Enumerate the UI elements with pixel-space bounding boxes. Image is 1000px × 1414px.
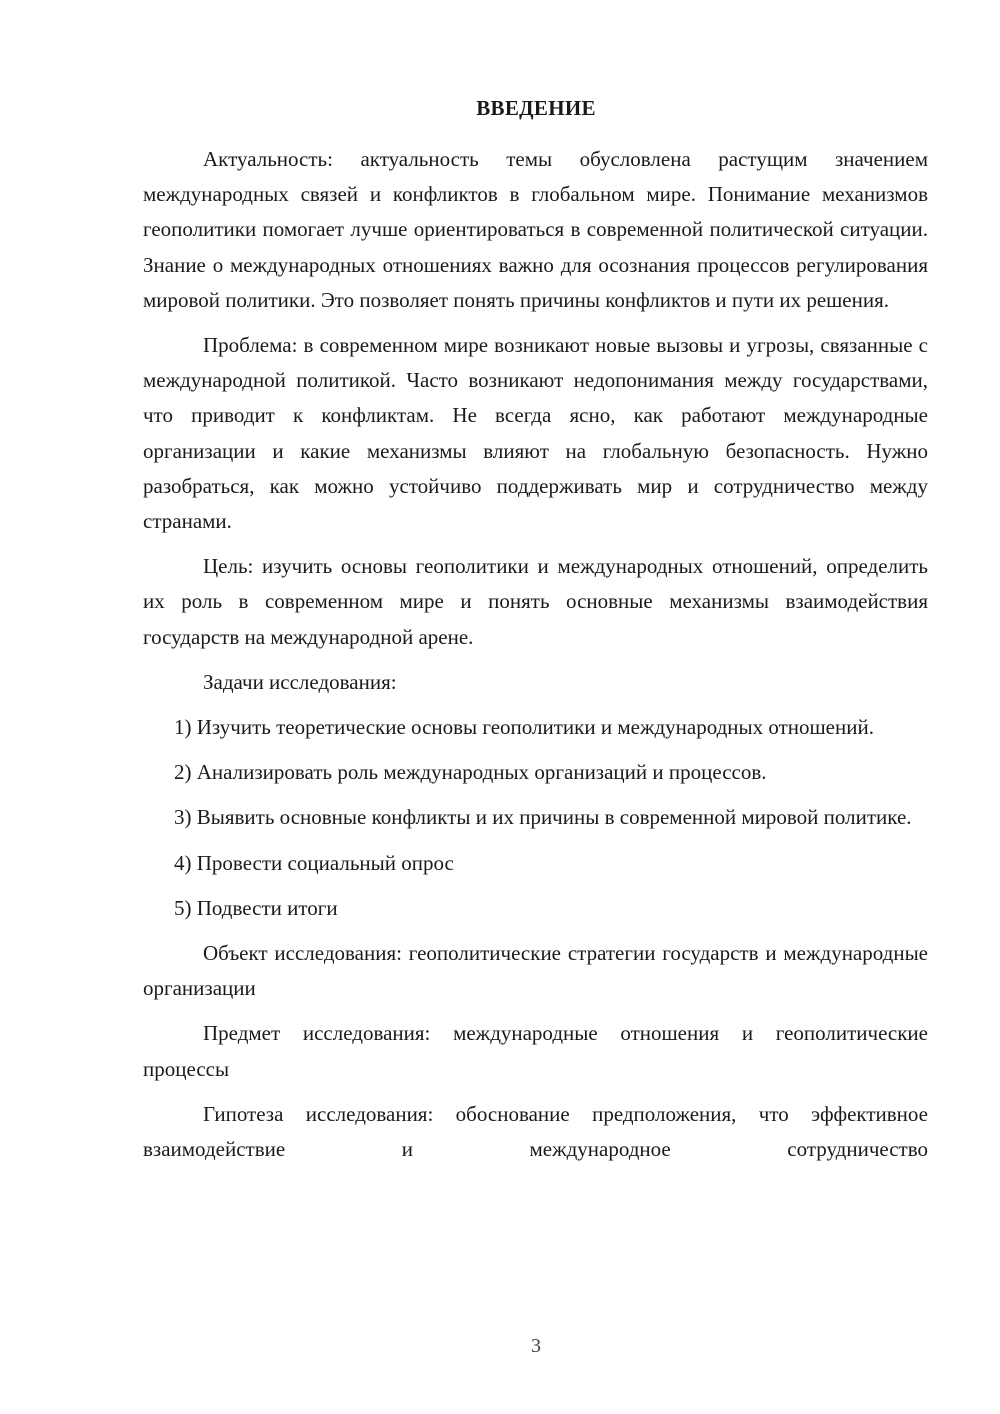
tasks-heading: Задачи исследования: xyxy=(203,669,397,694)
page-number: 3 xyxy=(531,1335,541,1357)
subject-paragraph: Предмет исследования: международные отношения и геополитические процессы xyxy=(143,1021,928,1081)
task-item-5: 5) Подвести итоги xyxy=(174,895,338,920)
problem-paragraph: Проблема: в современном мире возникают новые вызовы и угрозы, связанные с международной политикой. Часто возникают недопонимания между государствами, что приводит к конфликтам. Не всегда ясно, как работают международные организации и какие механизмы влияют на глобальную безопасность. Нужно разобраться, как можно устойчиво поддерживать мир и сотрудничество между странами. xyxy=(143,333,928,534)
task-item-4: 4) Провести социальный опрос xyxy=(174,850,454,875)
task-item-3: 3) Выявить основные конфликты и их причины в современной мировой политике. xyxy=(174,805,912,830)
section-heading: ВВЕДЕНИЕ xyxy=(476,96,596,120)
body-text xyxy=(143,142,928,1167)
task-item-1: 1) Изучить теоретические основы геополитики и международных отношений. xyxy=(174,715,874,740)
task-item-2: 2) Анализировать роль международных организаций и процессов. xyxy=(174,760,767,785)
relevance-paragraph: Актуальность: актуальность темы обусловлена растущим значением международных связей и конфликтов в глобальном мире. Понимание механизмов геополитики помогает лучше ориентироваться в современной политической ситуации. Знание о международных отношениях важно для осознания процессов регулирования мировой политики. Это позволяет понять причины конфликтов и пути их решения. xyxy=(143,147,928,312)
object-paragraph: Объект исследования: геополитические стратегии государств и международные организации xyxy=(143,941,928,1001)
hypothesis-paragraph: Гипотеза исследования: обоснование предположения, что эффективное взаимодействие и международное сотрудничество xyxy=(143,1101,928,1162)
goal-paragraph: Цель: изучить основы геополитики и международных отношений, определить их роль в современном мире и понять основные механизмы взаимодействия государств на международной арене. xyxy=(143,554,928,649)
